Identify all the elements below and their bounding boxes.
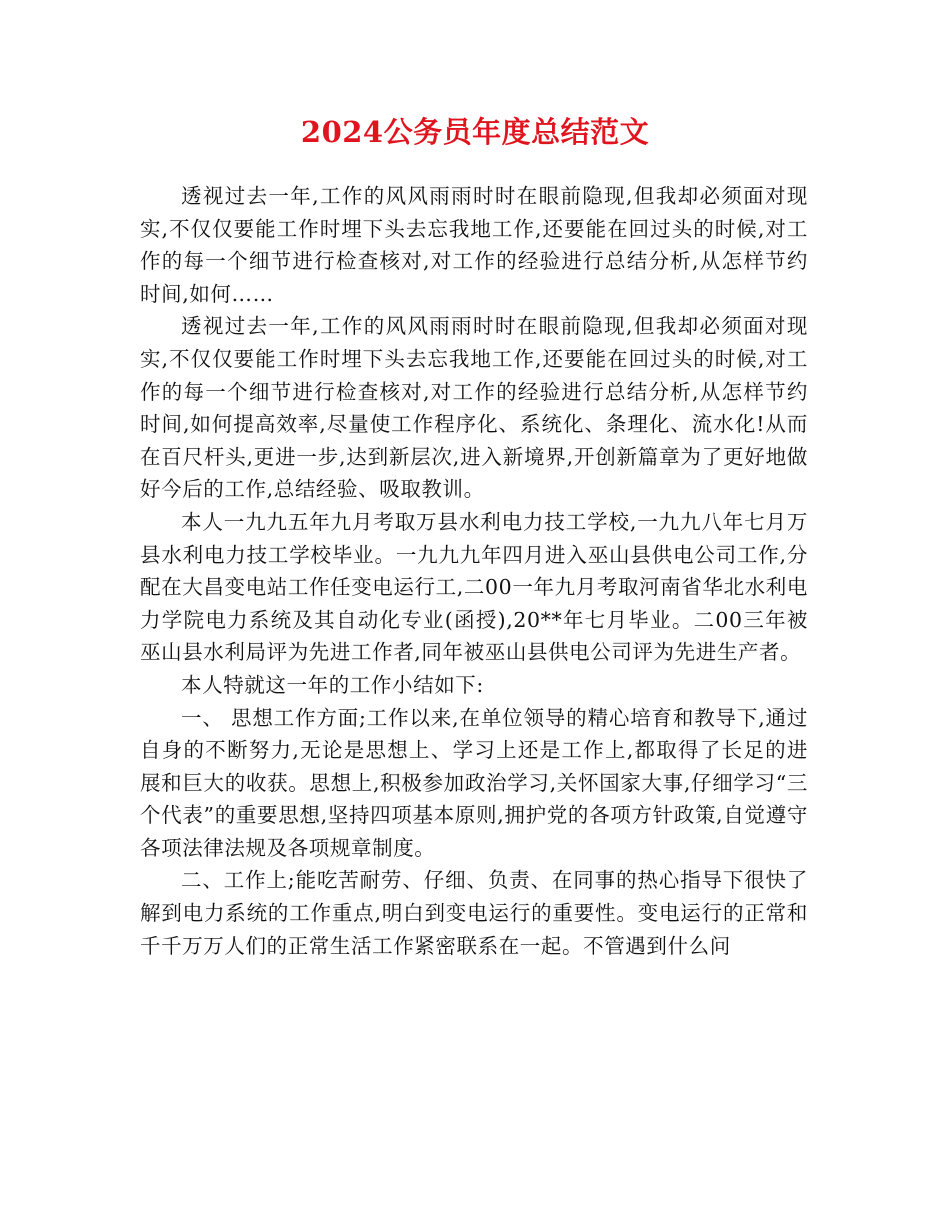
paragraph-1: 透视过去一年,工作的风风雨雨时时在眼前隐现,但我却必须面对现实,不仅仅要能工作时埋下头去忘我地工作,还要能在回过头的时候,对工作的每一个细节进行检查核对,对工作的经验进行总结分析,从怎样节约时间,如何…… (140, 184, 808, 306)
document-body (140, 180, 808, 962)
document-title: 2024公务员年度总结范文 (300, 115, 650, 149)
paragraph-6: 二、工作上;能吃苦耐劳、仔细、负责、在同事的热心指导下很快了解到电力系统的工作重点,明白到变电运行的重要性。变电运行的正常和千千万万人们的正常生活工作紧密联系在一起。不管遇到什么问 (140, 868, 808, 958)
paragraph-5: 一、 思想工作方面;工作以来,在单位领导的精心培育和教导下,通过自身的不断努力,无论是思想上、学习上还是工作上,都取得了长足的进展和巨大的收获。思想上,积极参加政治学习,关怀国家大事,仔细学习“三个代表”的重要思想,坚持四项基本原则,拥护党的各项方针政策,自觉遵守各项法律法规及各项规章制度。 (140, 705, 808, 860)
paragraph-2: 透视过去一年,工作的风风雨雨时时在眼前隐现,但我却必须面对现实,不仅仅要能工作时埋下头去忘我地工作,还要能在回过头的时候,对工作的每一个细节进行检查核对,对工作的经验进行总结分析,从怎样节约时间,如何提高效率,尽量使工作程序化、系统化、条理化、流水化!从而在百尺杆头,更进一步,达到新层次,进入新境界,开创新篇章为了更好地做好今后的工作,总结经验、吸取教训。 (140, 314, 808, 502)
paragraph-3: 本人一九九五年九月考取万县水利电力技工学校,一九九八年七月万县水利电力技工学校毕业。一九九九年四月进入巫山县供电公司工作,分配在大昌变电站工作任变电运行工,二00一年九月考取河南省华北水利电力学院电力系统及其自动化专业(函授),20**年七月毕业。二00三年被巫山县水利局评为先进工作者,同年被巫山县供电公司评为先进生产者。 (140, 509, 808, 665)
paragraph-4: 本人特就这一年的工作小结如下: (181, 672, 484, 697)
